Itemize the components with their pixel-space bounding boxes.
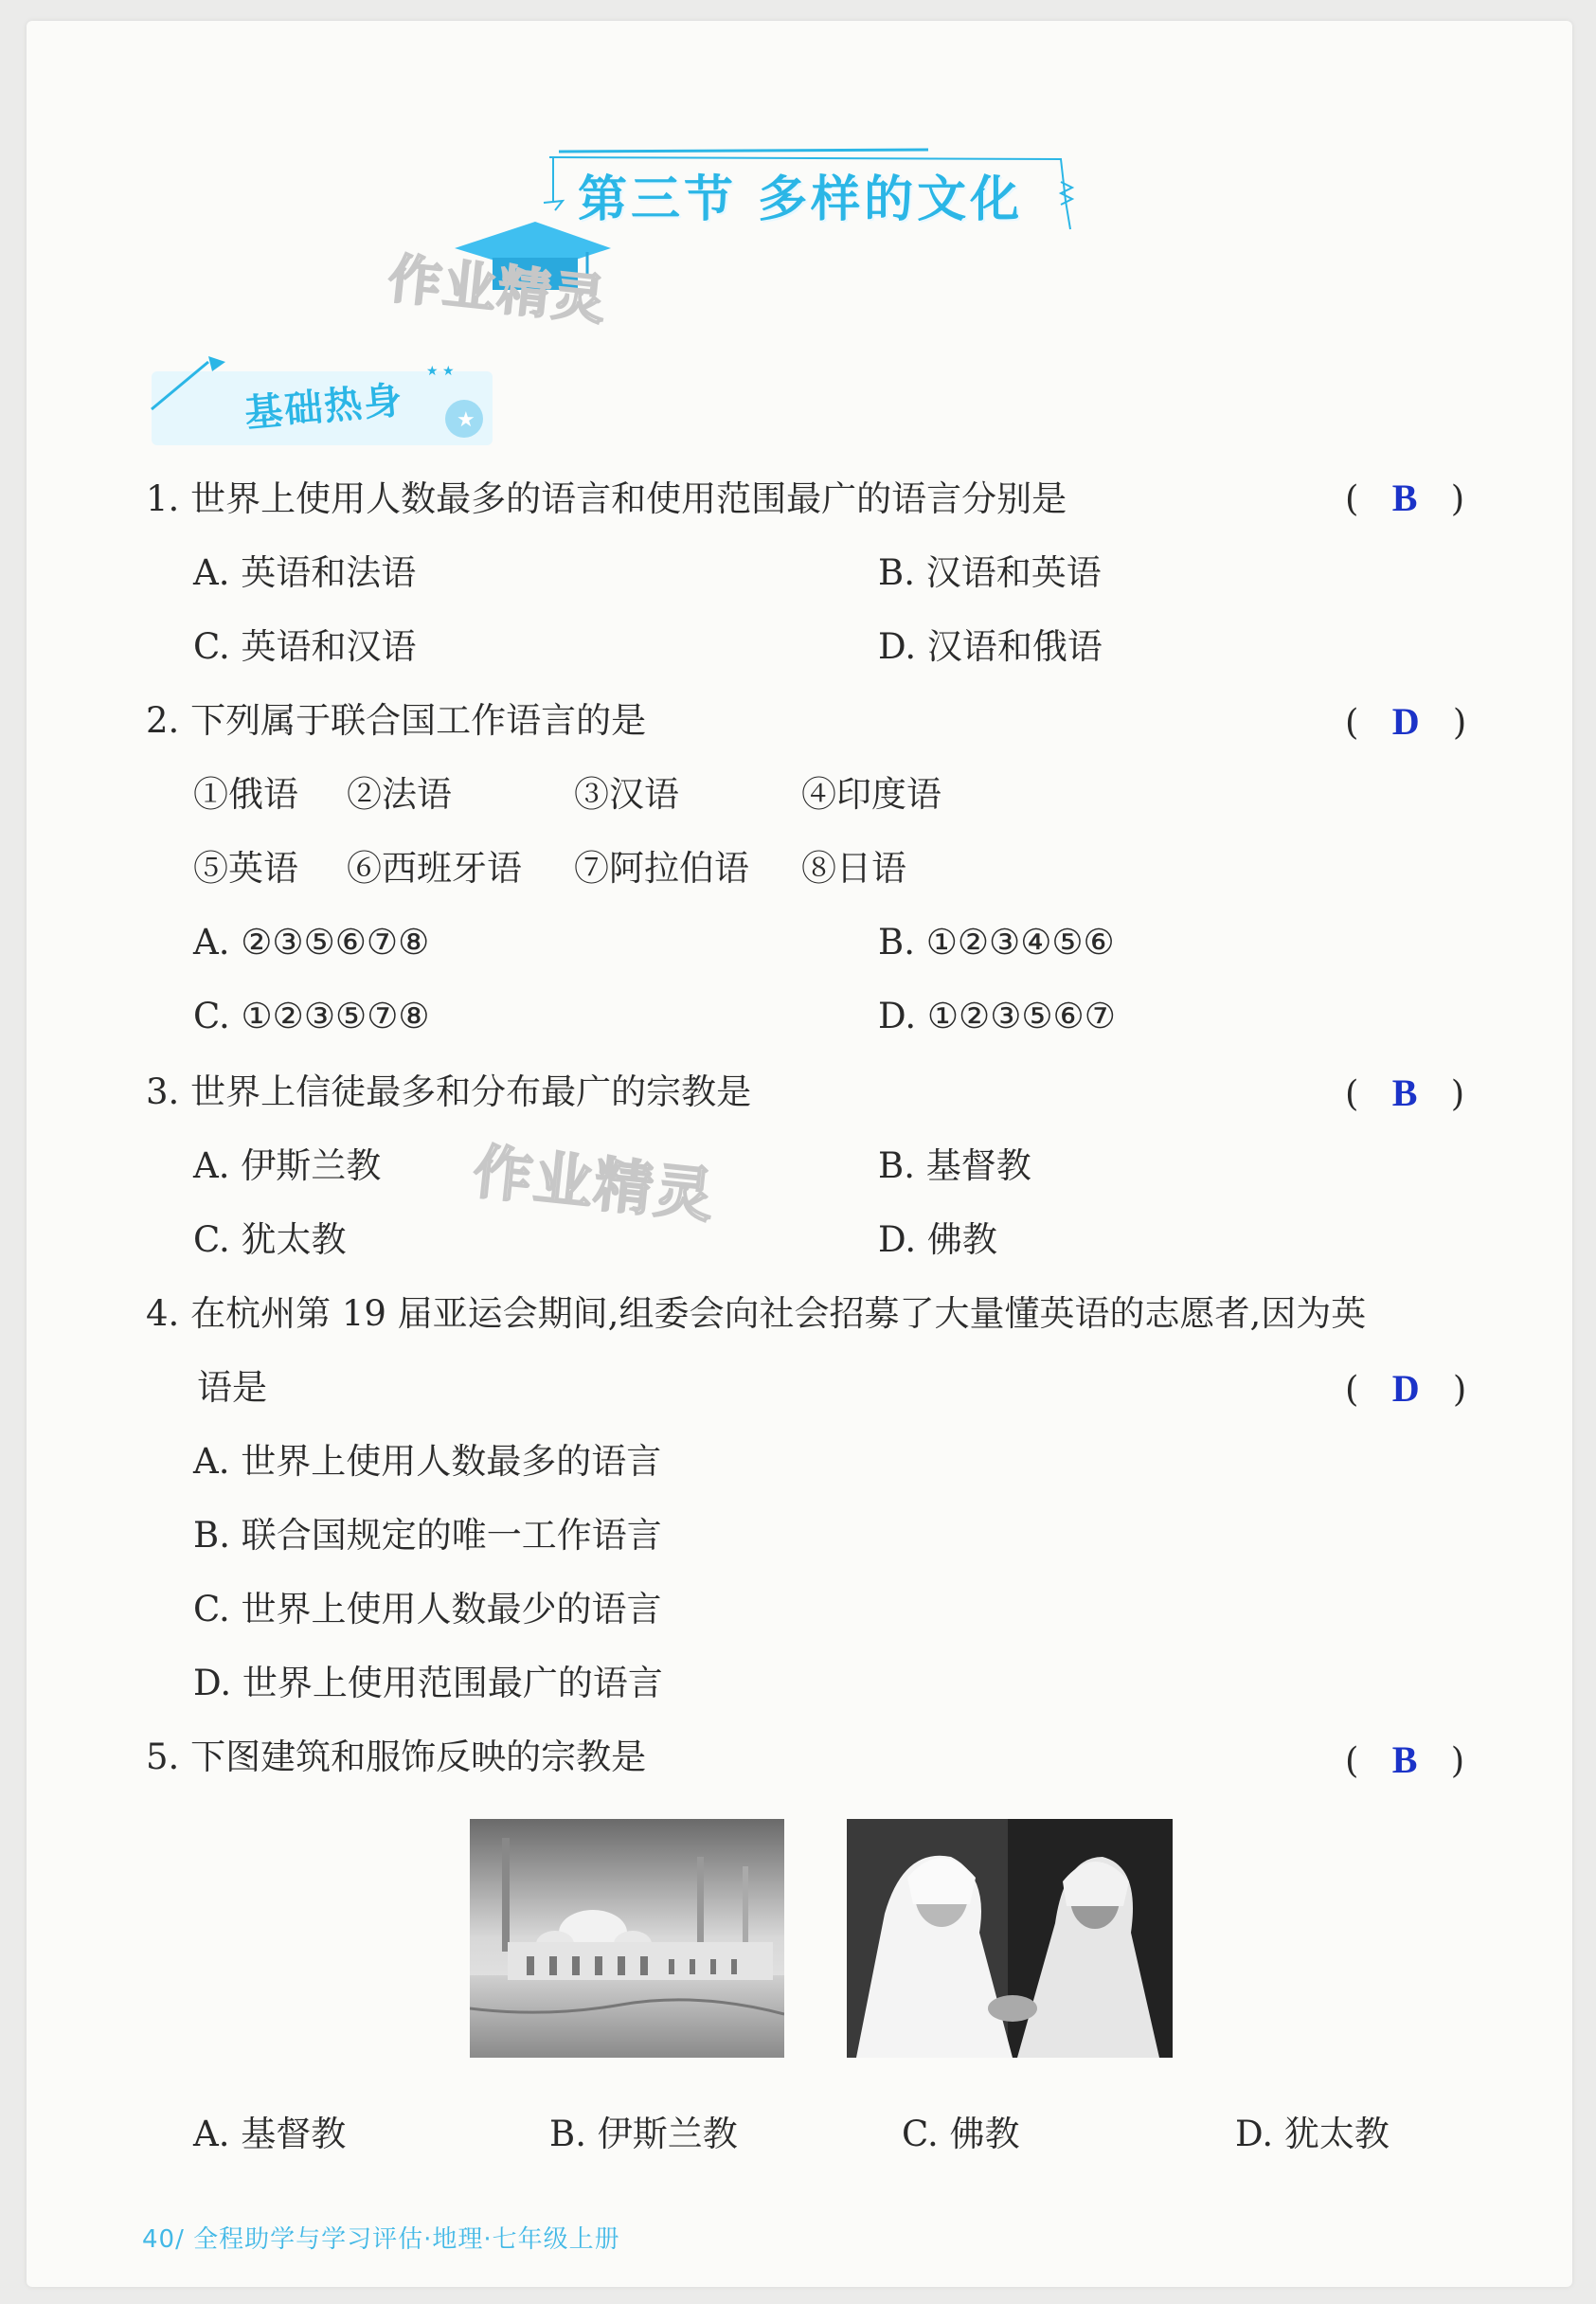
answer-blank-2: ( D ) bbox=[1345, 700, 1467, 743]
option-b: B. ①②③④⑤⑥ bbox=[878, 922, 1115, 963]
option-d: D. 佛教 bbox=[878, 1219, 997, 1260]
option-a: A. ②③⑤⑥⑦⑧ bbox=[193, 922, 430, 963]
traditional-dress-photo bbox=[847, 1819, 1173, 2058]
svg-text:★: ★ bbox=[457, 408, 475, 432]
option-c: C. 佛教 bbox=[902, 2114, 1020, 2154]
mosque-photo bbox=[470, 1819, 784, 2058]
question-number: 3. bbox=[146, 1071, 180, 1112]
question-4-stem bbox=[146, 1293, 1367, 1334]
option-a: A. 基督教 bbox=[193, 2114, 347, 2154]
answer-letter: B bbox=[1391, 1738, 1418, 1781]
question-2-stem bbox=[146, 700, 647, 741]
question-text: 下列属于联合国工作语言的是 bbox=[190, 700, 647, 741]
option-d: D. ①②③⑤⑥⑦ bbox=[878, 996, 1116, 1036]
option-a: A. 英语和法语 bbox=[193, 552, 417, 593]
question-text: 世界上信徒最多和分布最广的宗教是 bbox=[190, 1071, 752, 1112]
language-item: ⑧日语 bbox=[801, 848, 906, 889]
answer-letter: B bbox=[1391, 477, 1418, 519]
option-d: D. 汉语和俄语 bbox=[878, 626, 1103, 667]
answer-blank-5: ( B ) bbox=[1345, 1738, 1465, 1781]
language-item: ③汉语 bbox=[574, 774, 679, 815]
question-3-stem bbox=[146, 1071, 752, 1112]
answer-letter: B bbox=[1391, 1071, 1418, 1114]
svg-text:★ ★: ★ ★ bbox=[426, 364, 455, 379]
option-c: C. 英语和汉语 bbox=[193, 626, 417, 667]
answer-blank-3: ( B ) bbox=[1345, 1071, 1465, 1114]
answer-letter: D bbox=[1391, 700, 1420, 743]
question-number: 2. bbox=[146, 700, 180, 741]
question-number: 4. bbox=[146, 1293, 180, 1334]
answer-blank-4: ( D ) bbox=[1345, 1367, 1467, 1410]
option-b: B. 伊斯兰教 bbox=[549, 2114, 738, 2154]
option-c: C. ①②③⑤⑦⑧ bbox=[193, 996, 430, 1036]
answer-letter: D bbox=[1391, 1367, 1420, 1410]
question-5-stem bbox=[146, 1737, 647, 1777]
question-text: 在杭州第 19 届亚运会期间,组委会向社会招募了大量懂英语的志愿者,因为英 bbox=[190, 1293, 1367, 1334]
watermark: 作业精灵 bbox=[470, 1136, 719, 1232]
language-item: ②法语 bbox=[347, 774, 452, 815]
option-b: B. 汉语和英语 bbox=[878, 552, 1102, 593]
option-b: B. 联合国规定的唯一工作语言 bbox=[193, 1515, 662, 1556]
question-text: 下图建筑和服饰反映的宗教是 bbox=[190, 1737, 647, 1777]
option-d: D. 犹太教 bbox=[1235, 2114, 1390, 2154]
language-item: ①俄语 bbox=[193, 774, 298, 815]
language-item: ④印度语 bbox=[801, 774, 941, 815]
option-b: B. 基督教 bbox=[878, 1145, 1031, 1186]
section-title: 第三节 多样的文化 bbox=[578, 171, 1024, 228]
watermark: 作业精灵 bbox=[385, 248, 611, 333]
option-c: C. 犹太教 bbox=[193, 1219, 347, 1260]
banner-title: 基础热身 bbox=[242, 378, 405, 437]
language-item: ⑦阿拉伯语 bbox=[574, 848, 749, 889]
option-a: A. 世界上使用人数最多的语言 bbox=[193, 1441, 662, 1482]
page-footer: 40/ 全程助学与学习评估·地理·七年级上册 bbox=[142, 2225, 620, 2254]
question-1-stem bbox=[146, 478, 1067, 519]
option-a: A. 伊斯兰教 bbox=[193, 1145, 382, 1186]
language-item: ⑤英语 bbox=[193, 848, 298, 889]
question-number: 5. bbox=[146, 1737, 180, 1777]
answer-blank-1: ( B ) bbox=[1345, 477, 1465, 519]
question-text: 世界上使用人数最多的语言和使用范围最广的语言分别是 bbox=[190, 478, 1067, 519]
option-d: D. 世界上使用范围最广的语言 bbox=[193, 1663, 663, 1703]
option-c: C. 世界上使用人数最少的语言 bbox=[193, 1589, 662, 1629]
question-4-stem-cont: 语是 bbox=[197, 1367, 267, 1408]
language-item: ⑥西班牙语 bbox=[347, 848, 522, 889]
question-number: 1. bbox=[146, 478, 180, 519]
